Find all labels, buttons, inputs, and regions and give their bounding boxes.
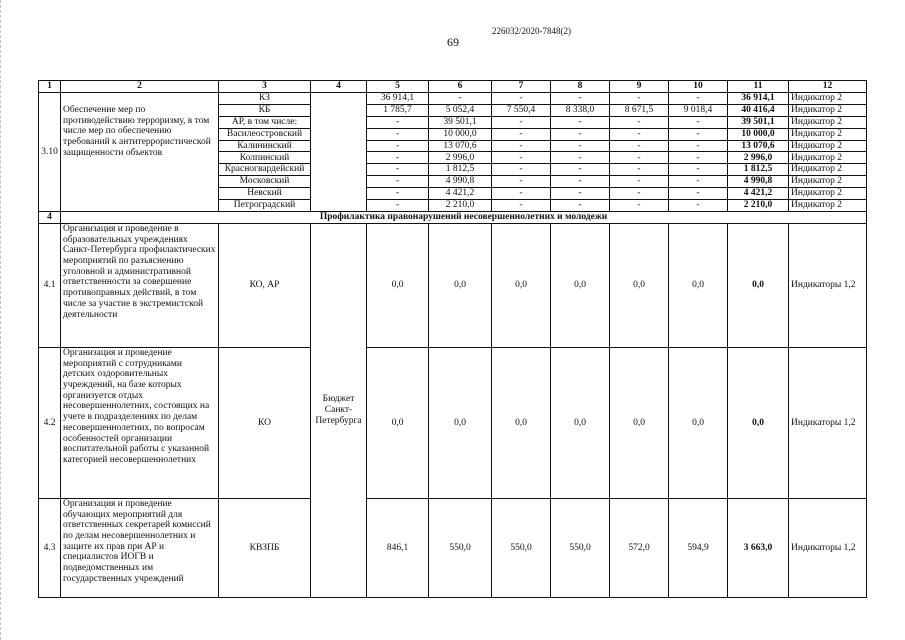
indicator-cell: Индикатор 2: [789, 176, 867, 188]
executor-cell: Московский: [219, 176, 311, 188]
value-cell: -: [367, 176, 429, 188]
total-cell: 39 501,1: [728, 116, 789, 128]
col-header: 3: [219, 81, 311, 93]
total-cell: 0,0: [728, 223, 789, 347]
scan-edge: [0, 0, 5, 640]
funding-source-cell: Бюджет Санкт-Петербурга: [311, 223, 367, 597]
total-cell: 4 421,2: [728, 188, 789, 200]
total-cell: 10 000,0: [728, 128, 789, 140]
value-cell: -: [669, 140, 728, 152]
value-cell: -: [551, 93, 610, 105]
total-cell: 36 914,1: [728, 93, 789, 105]
value-cell: 2 210,0: [429, 200, 492, 212]
col-header: 9: [610, 81, 669, 93]
value-cell: -: [610, 128, 669, 140]
value-cell: 4 421,2: [429, 188, 492, 200]
header-row: [39, 81, 867, 93]
executor-cell: Колпинский: [219, 152, 311, 164]
value-cell: 0,0: [367, 347, 429, 498]
value-cell: 13 070,6: [429, 140, 492, 152]
value-cell: -: [610, 152, 669, 164]
value-cell: -: [492, 152, 551, 164]
indicator-cell: Индикаторы 1,2: [789, 498, 867, 597]
table-row: [39, 498, 867, 597]
indicator-cell: Индикатор 2: [789, 128, 867, 140]
total-cell: 3 663,0: [728, 498, 789, 597]
value-cell: -: [551, 128, 610, 140]
value-cell: -: [669, 176, 728, 188]
value-cell: -: [492, 128, 551, 140]
value-cell: 0,0: [551, 347, 610, 498]
indicator-cell: Индикатор 2: [789, 188, 867, 200]
value-cell: 0,0: [610, 223, 669, 347]
total-cell: 0,0: [728, 347, 789, 498]
value-cell: 8 338,0: [551, 104, 610, 116]
row-description: Организация и проведение мероприятий с сотрудниками детских оздоровительных учреждений, на базе которых организуется отдых несовершеннолетних, состоящих на учете в подразделениях по делам несовершеннолетних, по вопросам особенностей организации воспитательной работы с указанной категорией несовершеннолетних: [61, 347, 219, 498]
value-cell: -: [429, 93, 492, 105]
value-cell: 0,0: [429, 347, 492, 498]
value-cell: -: [669, 152, 728, 164]
value-cell: -: [367, 128, 429, 140]
value-cell: -: [551, 140, 610, 152]
value-cell: 4 990,8: [429, 176, 492, 188]
col-header: 2: [61, 81, 219, 93]
value-cell: -: [551, 200, 610, 212]
value-cell: -: [367, 152, 429, 164]
col-header: 7: [492, 81, 551, 93]
value-cell: 5 052,4: [429, 104, 492, 116]
value-cell: 2 996,0: [429, 152, 492, 164]
value-cell: -: [492, 188, 551, 200]
row-description: Обеспечение мер по противодействию терроризму, в том числе мер по обеспечению требований к антитеррористической защищенности объектов: [61, 93, 219, 212]
col-header: 11: [728, 81, 789, 93]
value-cell: -: [610, 188, 669, 200]
value-cell: 0,0: [551, 223, 610, 347]
value-cell: -: [669, 93, 728, 105]
value-cell: 10 000,0: [429, 128, 492, 140]
total-cell: 13 070,6: [728, 140, 789, 152]
value-cell: -: [367, 164, 429, 176]
executor-cell: КВЗПБ: [219, 498, 311, 597]
program-table: [38, 80, 867, 598]
value-cell: -: [610, 200, 669, 212]
section-row: [39, 211, 867, 223]
value-cell: -: [610, 93, 669, 105]
executor-cell: Василеостровский: [219, 128, 311, 140]
value-cell: -: [669, 116, 728, 128]
value-cell: 594,9: [669, 498, 728, 597]
value-cell: 572,0: [610, 498, 669, 597]
executor-cell: КЗ: [219, 93, 311, 105]
col-header: 4: [311, 81, 367, 93]
value-cell: -: [492, 200, 551, 212]
value-cell: -: [610, 164, 669, 176]
indicator-cell: Индикатор 2: [789, 140, 867, 152]
value-cell: 1 785,7: [367, 104, 429, 116]
total-cell: 4 990,8: [728, 176, 789, 188]
indicator-cell: Индикатор 2: [789, 200, 867, 212]
value-cell: 0,0: [492, 223, 551, 347]
executor-cell: Невский: [219, 188, 311, 200]
table-row: [39, 93, 867, 105]
value-cell: -: [551, 176, 610, 188]
row-number: 4.2: [39, 347, 61, 498]
indicator-cell: Индикатор 2: [789, 152, 867, 164]
indicator-cell: Индикатор 2: [789, 164, 867, 176]
section-title: Профилактика правонарушений несовершеннолетних и молодежи: [61, 211, 867, 223]
total-cell: 1 812,5: [728, 164, 789, 176]
value-cell: 1 812,5: [429, 164, 492, 176]
value-cell: -: [367, 200, 429, 212]
col-header: 1: [39, 81, 61, 93]
col-header: 10: [669, 81, 728, 93]
value-cell: -: [492, 140, 551, 152]
section-number: 4: [39, 211, 61, 223]
row-number: 4.1: [39, 223, 61, 347]
document-number: 226032/2020-7848(2): [492, 26, 571, 36]
value-cell: -: [551, 152, 610, 164]
value-cell: -: [610, 140, 669, 152]
col-header: 6: [429, 81, 492, 93]
executor-cell: Петроградский: [219, 200, 311, 212]
page-number: 69: [447, 35, 459, 49]
value-cell: 0,0: [367, 223, 429, 347]
value-cell: 0,0: [610, 347, 669, 498]
value-cell: -: [669, 188, 728, 200]
value-cell: 550,0: [429, 498, 492, 597]
value-cell: -: [551, 164, 610, 176]
value-cell: 0,0: [669, 223, 728, 347]
value-cell: -: [610, 116, 669, 128]
indicator-cell: Индикаторы 1,2: [789, 223, 867, 347]
value-cell: -: [669, 164, 728, 176]
value-cell: -: [367, 188, 429, 200]
total-cell: 40 416,4: [728, 104, 789, 116]
value-cell: 39 501,1: [429, 116, 492, 128]
executor-cell: АР, в том числе:: [219, 116, 311, 128]
value-cell: -: [492, 176, 551, 188]
indicator-cell: Индикатор 2: [789, 93, 867, 105]
value-cell: -: [492, 164, 551, 176]
value-cell: -: [367, 116, 429, 128]
value-cell: -: [492, 93, 551, 105]
value-cell: -: [551, 116, 610, 128]
executor-cell: КБ: [219, 104, 311, 116]
col-header: 12: [789, 81, 867, 93]
value-cell: -: [669, 128, 728, 140]
value-cell: -: [492, 116, 551, 128]
value-cell: -: [669, 200, 728, 212]
executor-cell: Калининский: [219, 140, 311, 152]
table-row: [39, 223, 867, 347]
value-cell: 550,0: [551, 498, 610, 597]
value-cell: 8 671,5: [610, 104, 669, 116]
value-cell: -: [551, 188, 610, 200]
total-cell: 2 210,0: [728, 200, 789, 212]
value-cell: -: [367, 140, 429, 152]
executor-cell: Красногвардейский: [219, 164, 311, 176]
executor-cell: КО, АР: [219, 223, 311, 347]
row-number: 3.10: [39, 93, 61, 212]
col-header: 8: [551, 81, 610, 93]
value-cell: -: [610, 176, 669, 188]
value-cell: 0,0: [429, 223, 492, 347]
table-row: [39, 347, 867, 498]
value-cell: 0,0: [669, 347, 728, 498]
row-description: Организация и проведение обучающих мероприятий для ответственных секретарей комиссий по делам несовершеннолетних и защите их прав при АР и специалистов ИОГВ и подведомственных им государственных учреждений: [61, 498, 219, 597]
value-cell: 550,0: [492, 498, 551, 597]
col-header: 5: [367, 81, 429, 93]
value-cell: 7 550,4: [492, 104, 551, 116]
indicator-cell: Индикатор 2: [789, 116, 867, 128]
indicator-cell: Индикаторы 1,2: [789, 347, 867, 498]
executor-cell: КО: [219, 347, 311, 498]
empty-cell: [311, 93, 367, 212]
indicator-cell: Индикатор 2: [789, 104, 867, 116]
value-cell: 36 914,1: [367, 93, 429, 105]
value-cell: 846,1: [367, 498, 429, 597]
row-number: 4.3: [39, 498, 61, 597]
value-cell: 9 018,4: [669, 104, 728, 116]
row-description: Организация и проведение в образовательных учреждениях Санкт-Петербурга профилактических мероприятий по разъяснению уголовной и административной ответственности за совершение противоправных действий, в том числе за участие в экстремистской деятельности: [61, 223, 219, 347]
total-cell: 2 996,0: [728, 152, 789, 164]
value-cell: 0,0: [492, 347, 551, 498]
